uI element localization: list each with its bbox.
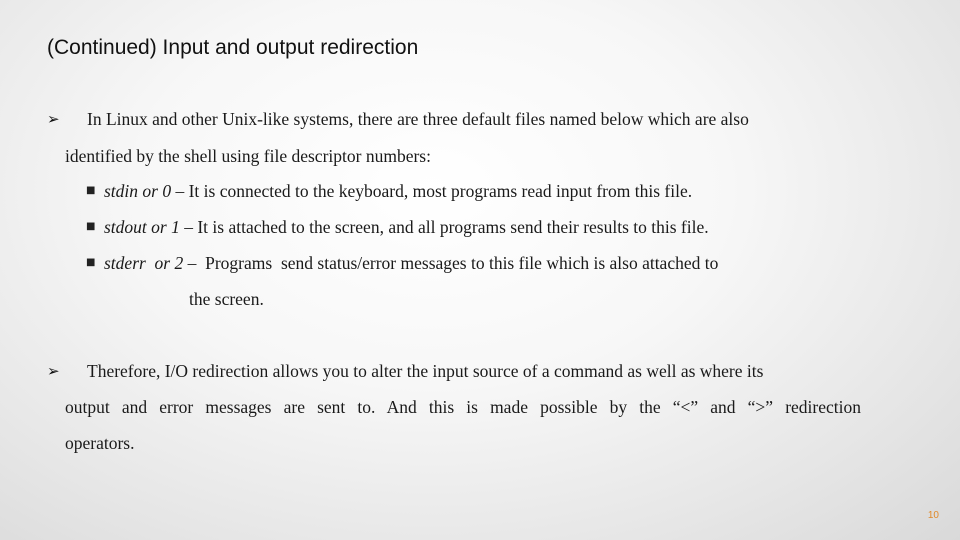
subitem-term: stderr or 2 bbox=[104, 253, 184, 273]
subitem-text: – Programs send status/error messages to this file which is also attached to bbox=[187, 253, 719, 273]
square-bullet-icon: ■ bbox=[86, 185, 96, 196]
subitem-term: stdin or 0 bbox=[104, 181, 172, 201]
arrow-bullet-icon: ➢ bbox=[47, 110, 60, 128]
bullet2-line1: Therefore, I/O redirection allows you to alter the input source of a command as well as where its bbox=[87, 361, 764, 381]
bullet1-line2: identified by the shell using file descriptor numbers: bbox=[65, 146, 431, 166]
subitem-text: – It is attached to the screen, and all programs send their results to this file. bbox=[184, 217, 709, 237]
subitem-stdout bbox=[104, 217, 709, 238]
square-bullet-icon: ■ bbox=[86, 257, 96, 268]
subitem-stderr-continuation: the screen. bbox=[189, 289, 264, 309]
arrow-bullet-icon: ➢ bbox=[47, 362, 60, 380]
page-number: 10 bbox=[927, 510, 939, 521]
subitem-term: stdout or 1 bbox=[104, 217, 180, 237]
subitem-text: – It is connected to the keyboard, most programs read input from this file. bbox=[175, 181, 693, 201]
subitem-stderr bbox=[104, 253, 718, 274]
bullet2-line3: operators. bbox=[65, 433, 135, 453]
slide-title: (Continued) Input and output redirection bbox=[47, 36, 419, 59]
square-bullet-icon: ■ bbox=[86, 221, 96, 232]
subitem-stdin bbox=[104, 181, 692, 202]
bullet2-line2: output and error messages are sent to. And this is made possible by the “<” and “>” redirection bbox=[65, 397, 861, 417]
bullet1-line1: In Linux and other Unix-like systems, there are three default files named below which are also bbox=[87, 109, 749, 129]
